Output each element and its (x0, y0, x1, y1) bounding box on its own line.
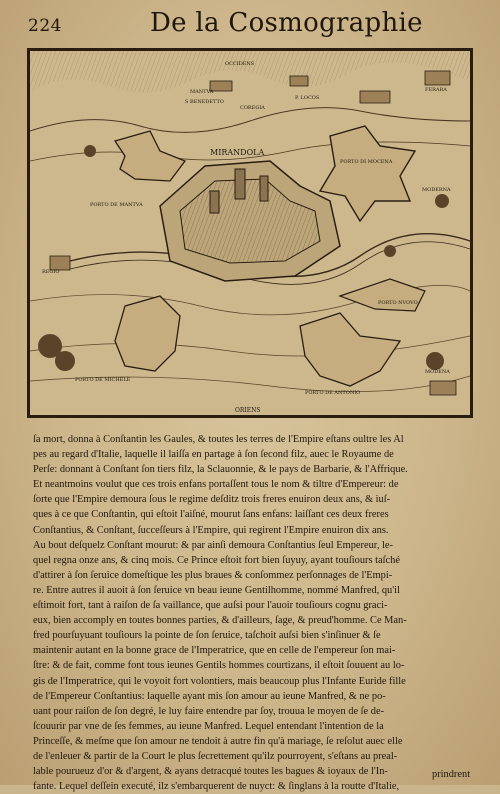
map-label-ferara: FERARA (425, 87, 447, 93)
text-line: Conſtantius, & Conſtant, ſucceſſeurs à l'Empire, qui regirent l'Empire enuiron dix ans. (33, 524, 389, 536)
text-line: de l'enleuer & partir de la Court le plus ſecrettement qu'ilz pourroyent, s'eſtans au preal- (33, 750, 398, 762)
text-line: ſcouurir par vne de ſes femmes, au ieune Manfred. Lequel entendant l'intention de la (33, 720, 384, 732)
text-line: ſa mort, donna à Conſtantin les Gaules, & toutes les terres de l'Empire eſtans oultre les Al (33, 434, 404, 445)
body-text (33, 432, 481, 794)
text-line: Perſe: donnant à Conſtant ſon tiers filz, la Sclauonnie, & le pays de Barbarie, & l'Affrique. (33, 464, 408, 476)
catchword: prindrent (432, 769, 471, 780)
map-label-porto-de-michele: PORTO DE MICHELE (75, 377, 131, 383)
map-label-moderna: MODERNA (422, 187, 451, 193)
text-line: quel regna onze ans, & cinq mois. Ce Prince eſtoit fort bien ſuyuy, ayant touſiours taſché (33, 554, 400, 566)
map-label-s-benedetto: S BENEDETTO (185, 99, 224, 105)
map-label-mantua: MANTVA (190, 89, 214, 95)
map-label-modena: MODENA (425, 369, 450, 375)
map-label-plocos: P. LOCOS (295, 95, 320, 101)
page-number: 224 (28, 16, 62, 36)
text-line: re. Entre autres il auoit à ſon ſeruice vn beau ieune Gentilhomme, nommé Manfred, qu'il (33, 584, 400, 596)
text-line: ques à ce que Conſtantin, qui eſtoit l'aiſné, mourut ſans enfans: laiſſant ces deux freres (33, 509, 389, 521)
map-illustration (30, 51, 470, 415)
text-line: fante. Lequel deſſein executé, ilz s'embarquerent de nuyct: & ſinglans à la routte d'Italie, (33, 781, 400, 793)
map-label-regio: REGIO (42, 269, 60, 275)
running-title: De la Cosmographie (150, 8, 423, 38)
text-line: Au bout deſquelz Conſtant mourut: & par ainſi demoura Conſtantius ſeul Empereur, le- (33, 539, 393, 551)
map-label-oriens: ORIENS (235, 407, 261, 414)
text-line: ſorte que l'Empire demoura ſous le regime deſditz trois freres enuiron deux ans, & iuſ- (33, 494, 391, 506)
map-label-coregia: COREGIA (240, 105, 265, 111)
text-line: uant pour raiſon de ſon degré, le luy faire entendre par ſoy, trouua le moyen de ſe de- (33, 705, 385, 717)
text-line: eſtimoit fort, tant à raiſon de ſa vaillance, que auſsi pour l'auoir touſiours cognu graci- (33, 600, 388, 612)
text-line: ſtre: & de fait, comme font tous ieunes Gentils hommes courtizans, il eſtoit ſouuent au lo- (33, 660, 405, 672)
text-line: de l'Empereur Conſtantius: laquelle ayant mis ſon amour au ieune Manfred, & ne po- (33, 690, 386, 702)
map-label-porto-de-mocena: PORTO DI MOCENA (340, 159, 393, 165)
text-line: d'attirer à ſon ſeruice domeſtique les plus braues & conſommez perſonnages de l'Empi- (33, 569, 393, 581)
text-line: gis de l'Imperatrice, qui le voyoit fort volontiers, mais beaucoup plus l'Infante Euride fille (33, 675, 406, 687)
map-label-porto-de-antonio: PORTO DE ANTONIO (305, 390, 361, 396)
map-label-occidens: OCCIDENS (225, 61, 255, 67)
woodcut-map (27, 48, 473, 418)
text-line: eux, bien accomply en toutes bonnes parties, & d'ailleurs, ſage, & preud'homme. Ce Man- (33, 615, 407, 627)
map-label-mirandola: MIRANDOLA (210, 148, 265, 157)
text-line: fred pourſuyuant touſiours la pointe de ſon ſeruice, taſchoit auſsi bien s'inſinuer & ſe (33, 630, 381, 642)
map-label-porto-nuovo: PORTO NVOVO (378, 300, 418, 306)
page-header (0, 6, 500, 46)
map-label-porto-de-mantua: PORTO DE MANTVA (90, 202, 143, 208)
text-line: Princeſſe, & meſme que ſon amour ne tendoit à autre fin qu'à mariage, ſe reſolut auec elle (33, 735, 403, 747)
text-line: pes au regard d'Italie, laquelle il laiſſa en partage à ſon ſecond filz, auec le Royaume de (33, 449, 394, 461)
text-line: lable pourueuz d'or & d'argent, & ayans detracqué toutes les bagues & ioyaux de l'In- (33, 766, 388, 778)
text-line: Et neantmoins voulut que ces trois enfans portaſſent tous le nom & tiltre d'Empereur: de (33, 479, 399, 491)
text-line: maintenir autant en la bonne grace de l'Imperatrice, que en celle de l'empereur ſon mai- (33, 645, 396, 657)
